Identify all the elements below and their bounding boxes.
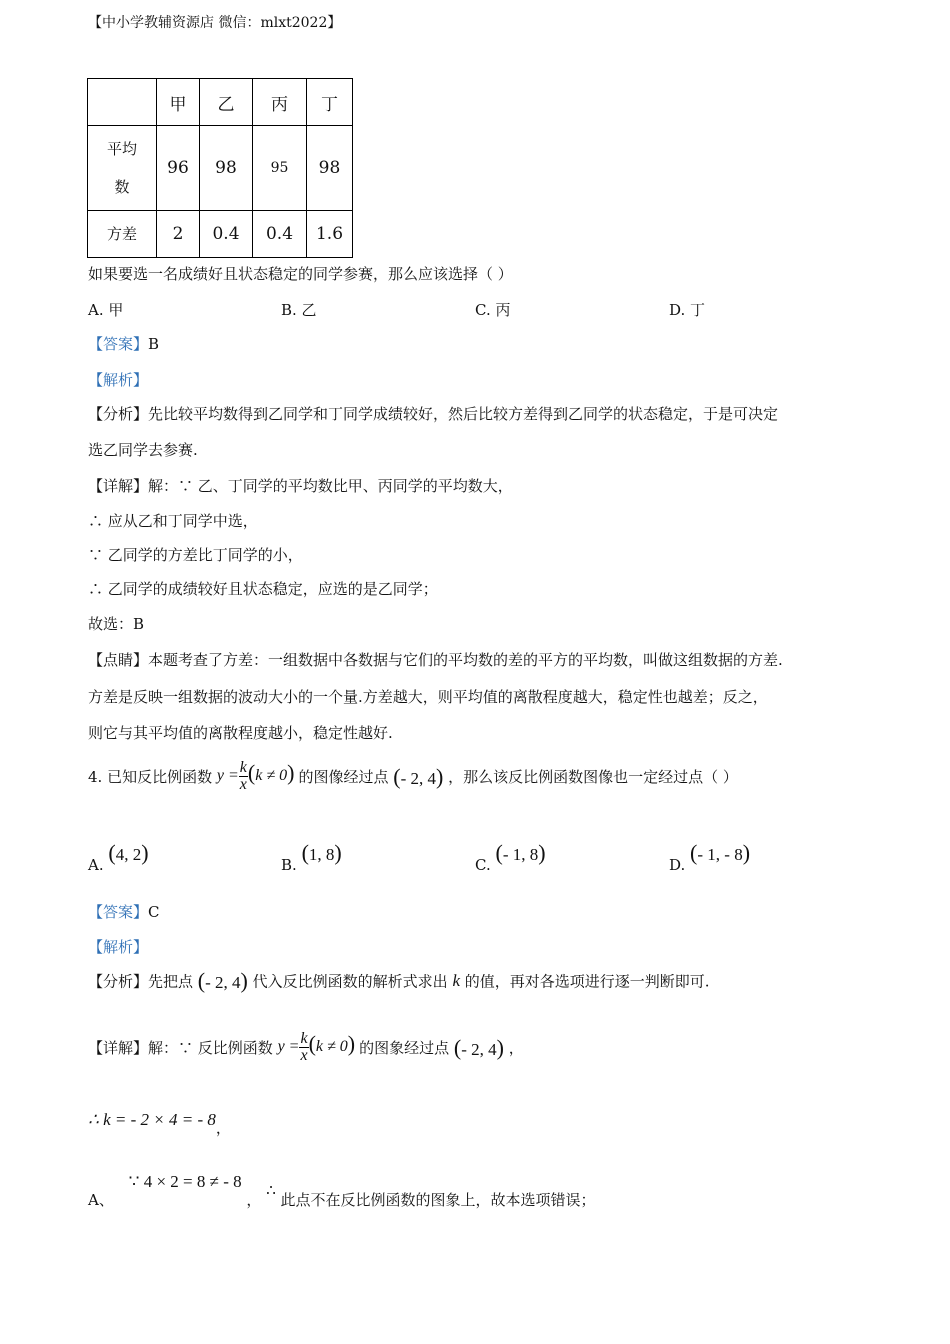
q4-analysis-line: 【分析】先把点 (- 2, 4) 代入反比例函数的解析式求出 k 的值，再对各选项进行逐一判断即可.: [88, 968, 710, 993]
table-header-cell: 甲: [157, 79, 200, 126]
answer-tag: 【答案】: [88, 335, 149, 353]
q3-detail-line: 故选：B: [88, 615, 145, 633]
answer-tag: 【答案】: [88, 903, 149, 921]
q4-option-a-analysis: A、 ∵ 4 × 2 = 8 ≠ - 8 ， ∴ 此点不在反比例函数的图象上，故本选项错误；: [88, 1172, 596, 1209]
table-cell: 96: [157, 126, 200, 211]
q3-detail-line: 【详解】解：∵ 乙、丁同学的平均数比甲、丙同学的平均数大，: [88, 477, 513, 495]
q3-detail-line: ∵ 乙同学的方差比丁同学的小，: [88, 546, 303, 564]
q3-option-d: D. 丁: [669, 301, 706, 319]
table-corner-cell: [88, 79, 157, 126]
answer-value: C: [148, 903, 160, 921]
table-cell: 98: [200, 126, 253, 211]
table-cell: 98: [307, 126, 353, 211]
table-cell: 2: [157, 211, 200, 258]
q3-stem: 如果要选一名成绩好且状态稳定的同学参赛，那么应该选择（ ）: [88, 265, 513, 283]
stats-table: [87, 78, 353, 258]
table-row-label: 平均 数: [88, 126, 157, 211]
q3-comment-line: 【点睛】本题考查了方差：一组数据中各数据与它们的平均数的差的平方的平均数，叫做这组数据的方差.: [88, 651, 783, 669]
q3-option-b: B. 乙: [281, 301, 317, 319]
q4-answer: [88, 901, 160, 922]
q4-option-d: D. (- 1, - 8): [669, 840, 751, 874]
table-cell: 0.4: [200, 211, 253, 258]
table-row: [88, 126, 353, 211]
q3-analysis-line: 选乙同学去参赛.: [88, 441, 198, 459]
q4-option-c: C. (- 1, 8): [475, 840, 546, 874]
q3-option-a: A. 甲: [88, 301, 124, 319]
table-header-cell: 乙: [200, 79, 253, 126]
table-row-label: 方差: [88, 211, 157, 258]
table-row: [88, 211, 353, 258]
table-header-row: [88, 79, 353, 126]
table-cell: 0.4: [253, 211, 307, 258]
q4-detail-line: 【详解】解：∵ 反比例函数 y = $\frac{k}{x}$ (k ≠ 0) 的图象经过点 (- 2, 4) ，: [88, 1030, 524, 1064]
q4-option-b: B. (1, 8): [281, 840, 342, 874]
table-header-cell: 丁: [307, 79, 353, 126]
table-header-cell: 丙: [253, 79, 307, 126]
q3-option-c: C. 丙: [475, 301, 511, 319]
q3-detail-line: ∴ 应从乙和丁同学中选，: [88, 512, 258, 530]
table-cell: 1.6: [307, 211, 353, 258]
q3-comment-line: 方差是反映一组数据的波动大小的一个量.方差越大，则平均值的离散程度越大，稳定性也越差；反之，: [88, 688, 768, 706]
given-point: (- 2, 4): [393, 763, 444, 789]
q3-comment-line: 则它与其平均值的离散程度越小，稳定性越好.: [88, 724, 393, 742]
answer-value: B: [148, 335, 160, 353]
function-formula: y = $\frac{k}{x}$ (k ≠ 0): [277, 1030, 356, 1064]
q4-calc-k: ∴ k = - 2 × 4 = - 8，: [88, 1110, 231, 1137]
q3-analysis-line: 【分析】先比较平均数得到乙同学和丁同学成绩较好，然后比较方差得到乙同学的状态稳定，于是可决定: [88, 405, 779, 423]
q4-analysis-tag: 【解析】: [88, 938, 149, 956]
page-header: 【中小学教辅资源店 微信：mlxt2022】: [88, 15, 342, 31]
q4-stem: 4. 已知反比例函数 y = $\frac{k}{x}$ (k ≠ 0) 的图像经过点 (- 2, 4) ，那么该反比例函数图像也一定经过点（ ）: [88, 759, 738, 793]
q3-answer: [88, 333, 159, 354]
q3-analysis-tag: 【解析】: [88, 371, 149, 389]
q4-option-a: A. (4, 2): [88, 840, 149, 874]
q3-detail-line: ∴ 乙同学的成绩较好且状态稳定，应选的是乙同学；: [88, 580, 438, 598]
function-formula: y = $\frac{k}{x}$ (k ≠ 0): [216, 759, 295, 793]
table-cell: 95: [253, 126, 307, 211]
